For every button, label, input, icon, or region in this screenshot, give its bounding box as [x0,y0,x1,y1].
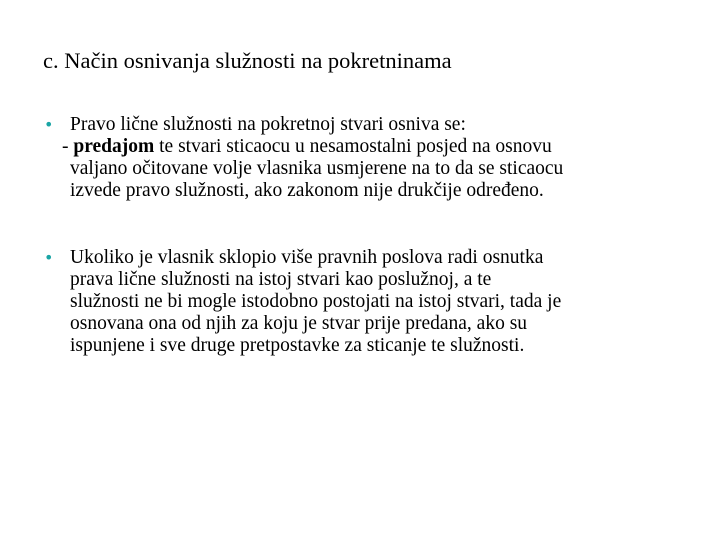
bullet-text-line: osnovana ona od njih za koju je stvar prije predana, ako su [70,313,528,334]
sub-item-continuation: valjano očitovane volje vlasnika usmjerene na to da se sticaocu [70,158,564,179]
bullet-text-line: služnosti ne bi mogle istodobno postojati na istoj stvari, tada je [70,291,562,312]
bullet-item-2 [44,247,561,357]
sub-item-line [44,136,563,158]
sub-item-prefix: - [62,136,74,157]
bullet-dot-icon: • [44,248,54,267]
bullet-text-line: ispunjene i sve druge pretpostavke za sticanje te služnosti. [70,335,525,356]
bullet-lead-line [44,114,563,136]
sub-item-emphasis: predajom [73,136,155,157]
bullet-text-line: prava lične služnosti na istoj stvari kao poslužnoj, a te [70,269,492,290]
sub-item-continuation: izvede pravo služnosti, ako zakonom nije drukčije određeno. [70,180,544,201]
slide-title: c. Način osnivanja služnosti na pokretninama [43,48,452,73]
bullet-text-line: Ukoliko je vlasnik sklopio više pravnih poslova radi osnutka [70,247,544,268]
bullet-lead-line [44,247,561,269]
bullet-lead-text: Pravo lične služnosti na pokretnoj stvari osniva se: [70,114,466,135]
bullet-item-1 [44,114,563,202]
sub-item-text: te stvari sticaocu u nesamostalni posjed na osnovu [154,136,552,157]
bullet-dot-icon: • [44,115,54,134]
